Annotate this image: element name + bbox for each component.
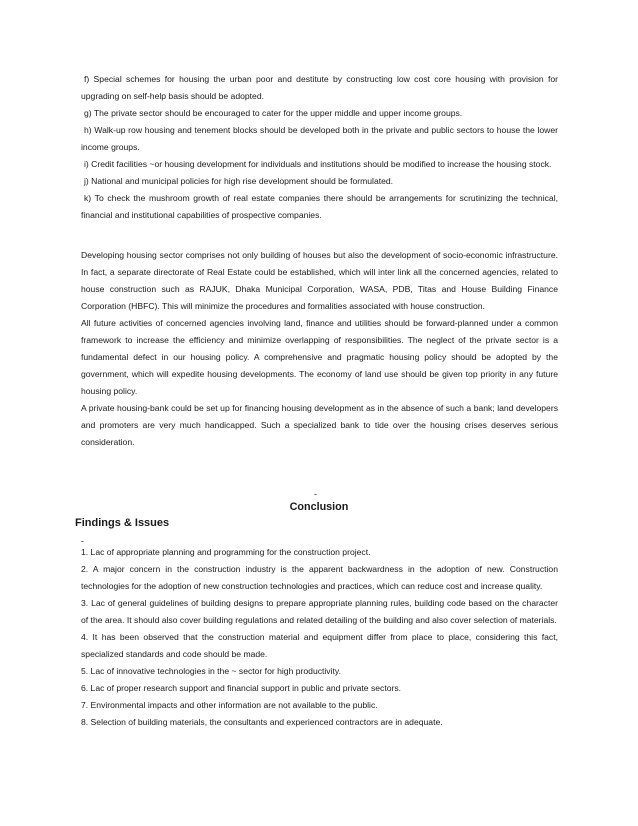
finding-item: 6. Lac of proper research support and financial support in public and private sectors. xyxy=(81,683,402,693)
findings-heading: Findings & Issues xyxy=(75,517,170,529)
recommendations-list xyxy=(81,71,558,224)
conclusion-dash: - xyxy=(314,489,317,499)
recommendation-item: j) National and municipal policies for high rise development should be formulated. xyxy=(84,176,394,186)
findings-list xyxy=(81,544,558,731)
housing-development-section xyxy=(81,247,558,451)
finding-item: 8. Selection of building materials, the consultants and experienced contractors are in adequate. xyxy=(81,717,443,727)
recommendation-item: k) To check the mushroom growth of real estate companies there should be arrangements for scrutinizing the technical, financial and institutional capabilities of prospective companies. xyxy=(81,193,558,220)
body-paragraph: Developing housing sector comprises not only building of houses but also the development of socio-economic infrastructure. In fact, a separate directorate of Real Estate could be established, which will inter link all the concerned agencies, related to house construction such as RAJUK, Dhaka Municipal Corporation, WASA, PDB, Titas and House Building Finance Corporation (HBFC). This will minimize the procedures and formalities associated with house construction. xyxy=(81,250,558,311)
recommendation-item: i) Credit facilities ~or housing development for individuals and institutions should be modified to increase the housing stock. xyxy=(84,159,552,169)
body-paragraph: All future activities of concerned agencies involving land, finance and utilities should be forward-planned under a common framework to increase the efficiency and minimize overlapping of responsibilities. The neglect of the private sector is a fundamental defect in our housing policy. A comprehensive and pragmatic housing policy should be adopted by the government, which will expedite housing developments. The economy of land use should be given top priority in any future housing policy. xyxy=(81,318,558,396)
findings-dash: - xyxy=(81,536,84,546)
finding-item: 2. A major concern in the construction industry is the apparent backwardness in the adoption of new. Construction technologies for the adoption of new construction technologies and practices, which can reduce cost and increase quality. xyxy=(81,564,558,591)
finding-item: 7. Environmental impacts and other information are not available to the public. xyxy=(81,700,378,710)
recommendation-item: h) Walk-up row housing and tenement blocks should be developed both in the private and public sectors to house the lower income groups. xyxy=(81,125,558,152)
finding-item: 4. It has been observed that the construction material and equipment differ from place to place, considering this fact, specialized standards and code should be made. xyxy=(81,632,558,659)
finding-item: 5. Lac of innovative technologies in the ~ sector for high productivity. xyxy=(81,666,341,676)
recommendation-item: f) Special schemes for housing the urban poor and destitute by constructing low cost core housing with provision for upgrading on self-help basis should be adopted. xyxy=(81,74,558,101)
finding-item: 1. Lac of appropriate planning and programming for the construction project. xyxy=(81,547,371,557)
finding-item: 3. Lac of general guidelines of building designs to prepare appropriate planning rules, building code based on the character of the area. It should also cover building regulations and related detailing of the building and also cover selection of materials. xyxy=(81,598,558,625)
recommendation-item: g) The private sector should be encouraged to cater for the upper middle and upper income groups. xyxy=(84,108,463,118)
body-paragraph: A private housing-bank could be set up for financing housing development as in the absence of such a bank; land developers and promoters are very much handicapped. Such a specialized bank to tide over the housing crises deserves serious consideration. xyxy=(81,403,558,447)
conclusion-heading: Conclusion xyxy=(289,501,349,513)
